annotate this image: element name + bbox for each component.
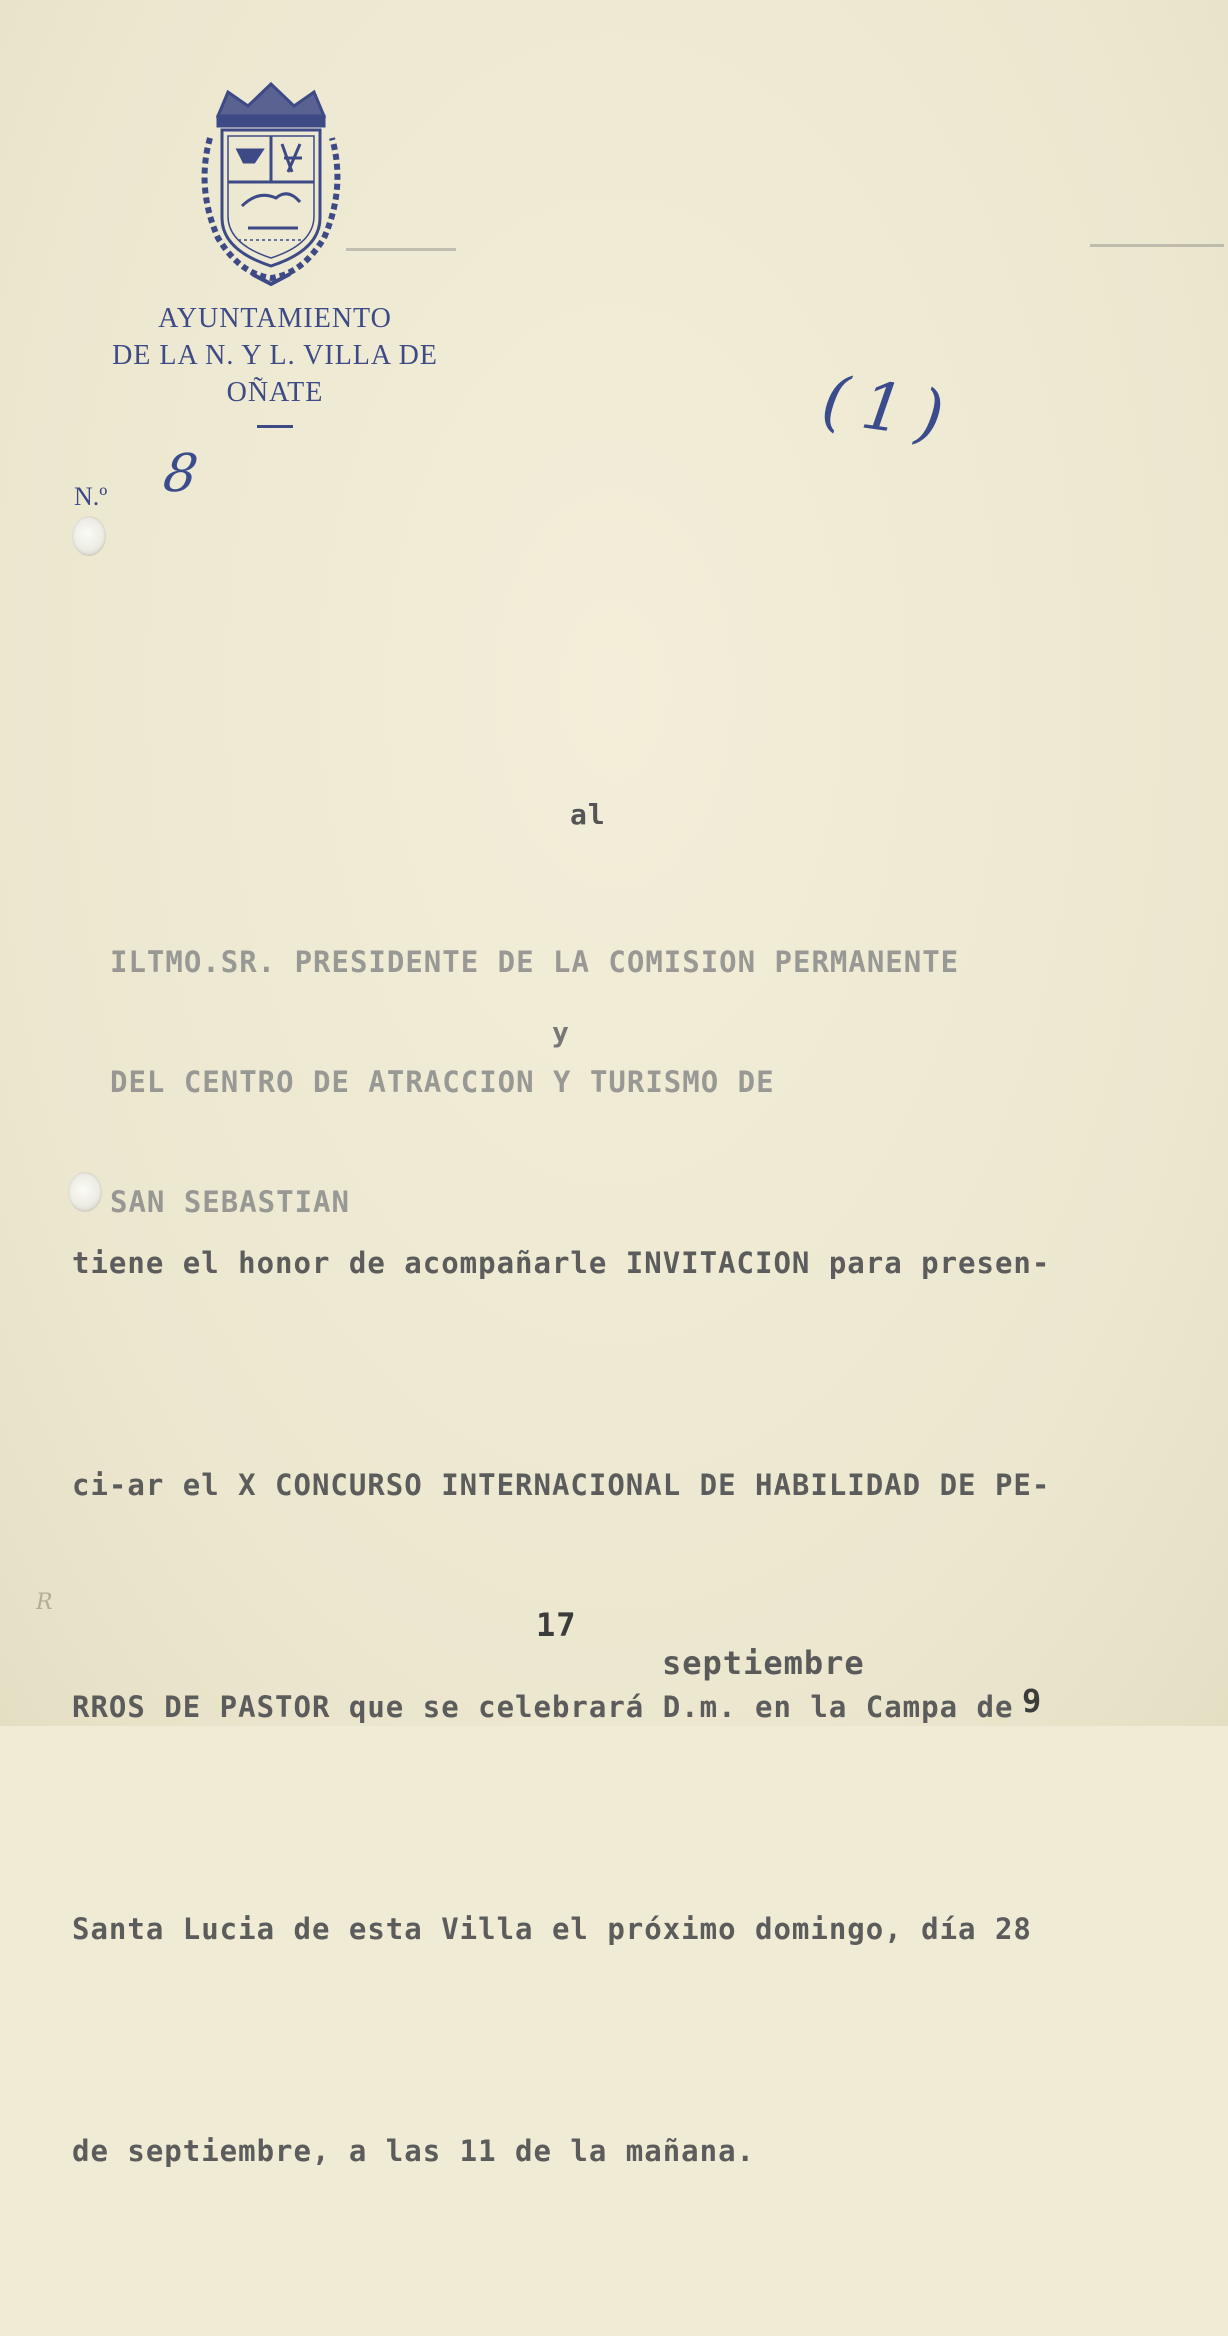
letterhead-line-2: DE LA N. Y L. VILLA DE — [112, 340, 438, 371]
handwritten-document-number: 8 — [159, 444, 202, 504]
body-line: Santa Lucia de esta Villa el próximo domingo, día 28 — [72, 1912, 1032, 1946]
coat-of-arms-crest — [188, 78, 354, 288]
pencil-stroke — [1090, 244, 1224, 247]
pencil-stroke — [346, 248, 456, 251]
body-line: de septiembre, a las 11 de la mañana. — [72, 2134, 756, 2168]
recipient-line: SAN SEBASTIAN — [110, 1185, 350, 1219]
handwritten-top-mark: (1) — [817, 360, 963, 457]
letter-date — [0, 1568, 1228, 1758]
body-line: tiene el honor de acompañarle INVITACION para presen- — [72, 1246, 1051, 1280]
letterhead-line-1: AYUNTAMIENTO — [158, 303, 392, 334]
conjunction: y — [552, 1016, 570, 1049]
date-month: septiembre — [662, 1644, 865, 1682]
date-day: 17 — [536, 1606, 577, 1644]
recipient-line: DEL CENTRO DE ATRACCION Y TURISMO DE — [110, 1065, 775, 1099]
punch-hole — [72, 516, 106, 556]
recipient-line: ILTMO.SR. PRESIDENTE DE LA COMISION PERMANENTE — [110, 945, 960, 979]
body-line: ci-ar el X CONCURSO INTERNACIONAL DE HABILIDAD DE PE- — [72, 1468, 1051, 1502]
letterhead — [40, 300, 510, 428]
body-line: RROS DE PASTOR que se celebrará D.m. en la Campa de — [72, 1690, 1014, 1724]
salutation: al — [570, 798, 606, 831]
letterhead-line-3: OÑATE — [226, 377, 324, 408]
number-label: N.º — [74, 482, 108, 511]
date-year: 9 — [1022, 1682, 1043, 1720]
letterhead-rule — [257, 425, 293, 428]
handwritten-corner-mark: R — [36, 1590, 53, 1615]
